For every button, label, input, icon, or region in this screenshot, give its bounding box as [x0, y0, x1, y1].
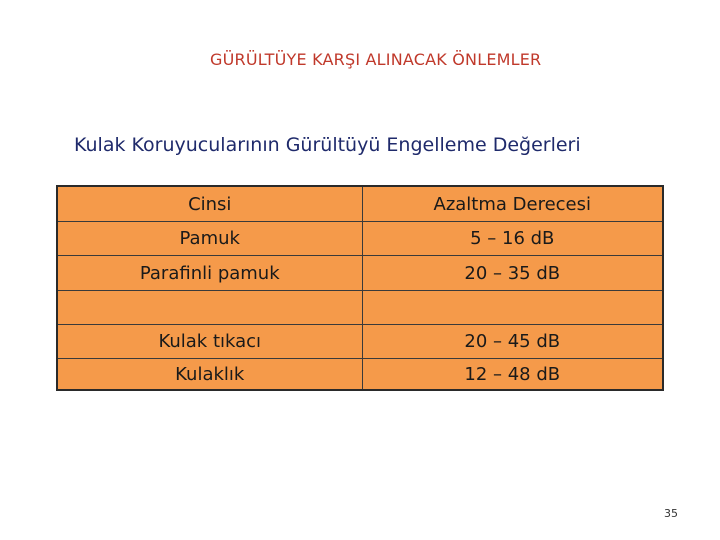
table-row	[58, 325, 662, 359]
table-row	[58, 187, 662, 222]
table-cell: Cinsi	[58, 187, 363, 221]
page-number: 35	[664, 507, 678, 520]
table-cell: 20 – 45 dB	[464, 331, 561, 352]
protection-table	[56, 185, 664, 391]
slide-title	[0, 50, 720, 69]
slide-title-text: GÜRÜLTÜYE KARŞI ALINACAK ÖNLEMLER	[210, 50, 542, 69]
table-cell: 12 – 48 dB	[464, 363, 561, 385]
table-cell: Parafinli pamuk	[58, 256, 363, 290]
table-cell: 20 – 35 dB	[464, 262, 561, 284]
table-row	[58, 291, 662, 325]
table-cell	[363, 291, 663, 324]
table-cell: Azaltma Derecesi	[433, 193, 591, 215]
table-row	[58, 222, 662, 256]
table-cell: Kulaklık	[58, 359, 363, 389]
table-cell	[58, 291, 363, 324]
table-cell: Pamuk	[58, 222, 363, 255]
table-caption: Kulak Koruyucularının Gürültüyü Engelleme Değerleri	[74, 134, 581, 156]
table-row	[58, 256, 662, 291]
table-cell: 5 – 16 dB	[470, 228, 555, 249]
table-cell: Kulak tıkacı	[58, 325, 363, 358]
table-row	[58, 359, 662, 389]
